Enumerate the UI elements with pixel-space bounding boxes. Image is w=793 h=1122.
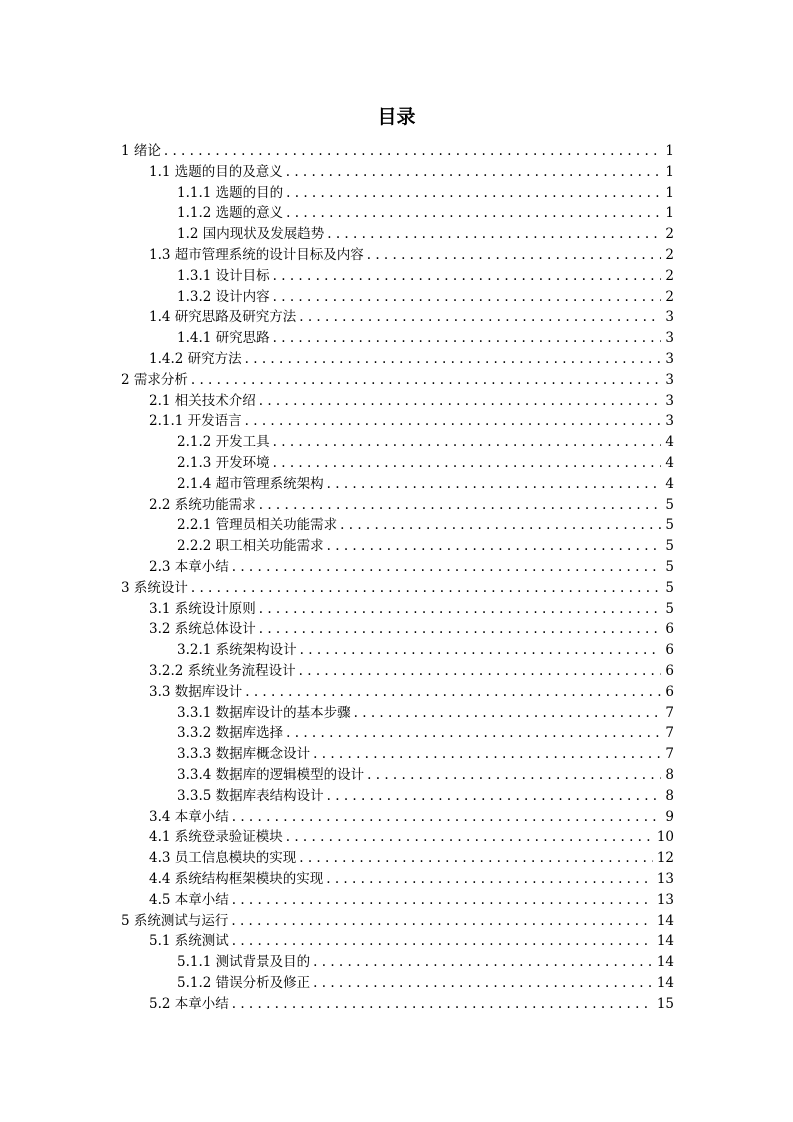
toc-entry-label: 3.2 系统总体设计 bbox=[149, 621, 256, 638]
toc-entry[interactable] bbox=[149, 888, 674, 909]
toc-leader-dots bbox=[327, 476, 662, 492]
toc-leader-dots bbox=[245, 684, 661, 700]
toc-entry-label: 1.2 国内现状及发展趋势 bbox=[177, 226, 325, 243]
toc-leader-dots bbox=[232, 933, 653, 949]
toc-entry[interactable] bbox=[149, 243, 674, 264]
toc-entry-page: 8 bbox=[665, 767, 674, 783]
toc-entry-page: 14 bbox=[656, 954, 674, 971]
toc-entry-label: 2.1.3 开发环境 bbox=[177, 455, 270, 471]
toc-leader-dots bbox=[232, 809, 662, 825]
toc-leader-dots bbox=[164, 143, 662, 159]
toc-entry-page: 1 bbox=[665, 205, 674, 222]
toc-entry-page: 2 bbox=[665, 267, 674, 284]
toc-entry-label: 1.3.1 设计目标 bbox=[177, 267, 270, 284]
toc-entry-page: 3 bbox=[665, 309, 674, 326]
toc-leader-dots bbox=[313, 954, 653, 970]
toc-leader-dots bbox=[286, 725, 661, 741]
toc-entry[interactable] bbox=[177, 763, 674, 784]
toc-leader-dots bbox=[354, 705, 662, 721]
toc-entry-label: 5 系统测试与运行 bbox=[121, 912, 229, 929]
toc-leader-dots bbox=[232, 892, 653, 908]
toc-entry-page: 10 bbox=[656, 829, 674, 846]
toc-entry-page: 14 bbox=[656, 912, 674, 929]
toc-entry[interactable] bbox=[177, 181, 674, 202]
toc-leader-dots bbox=[367, 247, 662, 263]
toc-entry-page: 6 bbox=[665, 663, 674, 679]
toc-entry-page: 3 bbox=[665, 371, 674, 388]
toc-leader-dots bbox=[259, 601, 662, 617]
toc-entry[interactable] bbox=[177, 264, 674, 285]
toc-leader-dots bbox=[327, 788, 662, 804]
toc-leader-dots bbox=[286, 164, 662, 180]
toc-entry[interactable] bbox=[121, 576, 674, 597]
toc-entry[interactable] bbox=[149, 305, 674, 326]
toc-entry-label: 3.1 系统设计原则 bbox=[149, 600, 256, 617]
toc-leader-dots bbox=[232, 996, 653, 1012]
toc-entry-label: 4.5 本章小结 bbox=[149, 891, 229, 908]
toc-entry-page: 6 bbox=[665, 683, 674, 700]
toc-entry-label: 1 绪论 bbox=[121, 143, 161, 159]
toc-entry-page: 3 bbox=[665, 392, 674, 409]
toc-leader-dots bbox=[299, 309, 661, 325]
toc-entry-label: 1.3.2 设计内容 bbox=[177, 288, 270, 305]
toc-leader-dots bbox=[259, 393, 662, 409]
toc-entry-label: 5.1.1 测试背景及目的 bbox=[177, 954, 311, 971]
toc-entry-label: 5.2 本章小结 bbox=[149, 995, 229, 1012]
toc-entry-page: 8 bbox=[665, 787, 674, 804]
toc-entry[interactable] bbox=[177, 721, 674, 742]
toc-entry-label: 4.3 员工信息模块的实现 bbox=[149, 850, 297, 867]
toc-entry-page: 5 bbox=[665, 538, 674, 555]
toc-entry-page: 7 bbox=[665, 725, 674, 742]
toc-entry[interactable] bbox=[177, 201, 674, 222]
toc-entry[interactable] bbox=[177, 701, 674, 722]
toc-entry-label: 3.3.5 数据库表结构设计 bbox=[177, 787, 324, 804]
toc-entry-label: 3.2.2 系统业务流程设计 bbox=[149, 663, 296, 679]
toc-entry[interactable] bbox=[149, 846, 674, 867]
toc-entry-page: 2 bbox=[665, 288, 674, 305]
toc-entry[interactable] bbox=[177, 534, 674, 555]
toc-entry-label: 3.2.1 系统架构设计 bbox=[177, 642, 297, 659]
toc-entry-label: 1.1.1 选题的目的 bbox=[177, 184, 284, 201]
toc-leader-dots bbox=[259, 497, 662, 513]
toc-entry[interactable] bbox=[149, 617, 674, 638]
toc-leader-dots bbox=[273, 434, 662, 450]
toc-entry[interactable] bbox=[177, 513, 674, 534]
toc-entry[interactable] bbox=[177, 285, 674, 306]
toc-leader-dots bbox=[273, 268, 662, 284]
toc-entry-label: 3.3.1 数据库设计的基本步骤 bbox=[177, 704, 351, 721]
toc-entry-page: 4 bbox=[665, 475, 674, 492]
toc-entry-page: 15 bbox=[656, 995, 674, 1012]
toc-leader-dots bbox=[326, 871, 653, 887]
toc-entry-page: 14 bbox=[656, 933, 674, 950]
toc-leader-dots bbox=[286, 829, 653, 845]
toc-entry-label: 2.2.1 管理员相关功能需求 bbox=[177, 517, 338, 534]
toc-entry-label: 2.1.2 开发工具 bbox=[177, 434, 270, 451]
toc-entry-label: 2.1.4 超市管理系统架构 bbox=[177, 475, 324, 492]
toc-leader-dots bbox=[367, 767, 661, 783]
toc-leader-dots bbox=[245, 351, 662, 367]
toc-entry-page: 7 bbox=[665, 704, 674, 721]
toc-entry-label: 3.4 本章小结 bbox=[149, 808, 229, 825]
toc-entry[interactable] bbox=[177, 472, 674, 493]
toc-entry[interactable] bbox=[177, 742, 674, 763]
toc-leader-dots bbox=[259, 621, 662, 637]
toc-entry-label: 4.4 系统结构框架模块的实现 bbox=[149, 871, 324, 887]
toc-leader-dots bbox=[300, 642, 662, 658]
toc-entry-page: 1 bbox=[665, 143, 674, 159]
toc-leader-dots bbox=[299, 850, 653, 866]
toc-entry-label: 3.3.4 数据库的逻辑模型的设计 bbox=[177, 767, 365, 783]
toc-leader-dots bbox=[273, 330, 662, 346]
toc-entry-page: 2 bbox=[665, 226, 674, 243]
toc-entry-label: 1.3 超市管理系统的设计目标及内容 bbox=[149, 247, 364, 263]
toc-entry-label: 1.4.2 研究方法 bbox=[149, 351, 242, 367]
toc-entry[interactable] bbox=[177, 971, 674, 992]
toc-entry[interactable] bbox=[149, 659, 674, 680]
toc-entry[interactable] bbox=[149, 389, 674, 410]
toc-leader-dots bbox=[232, 559, 662, 575]
toc-entry-page: 9 bbox=[665, 808, 674, 825]
toc-entry-page: 5 bbox=[665, 517, 674, 534]
toc-entry-page: 13 bbox=[656, 871, 674, 887]
toc-leader-dots bbox=[231, 913, 652, 929]
toc-leader-dots bbox=[273, 455, 662, 471]
toc-entry[interactable] bbox=[149, 929, 674, 950]
toc-entry[interactable] bbox=[121, 368, 674, 389]
toc-entry-label: 1.4.1 研究思路 bbox=[177, 330, 270, 347]
toc-entry-page: 5 bbox=[665, 579, 674, 596]
toc-entry-page: 5 bbox=[665, 559, 674, 575]
toc-leader-dots bbox=[273, 289, 662, 305]
toc-entry[interactable] bbox=[177, 430, 674, 451]
toc-entry-label: 2.1.1 开发语言 bbox=[149, 413, 242, 430]
toc-entry[interactable] bbox=[149, 555, 674, 576]
toc-entry-page: 4 bbox=[665, 434, 674, 451]
toc-entry-page: 7 bbox=[665, 746, 674, 763]
toc-entry-label: 2.2.2 职工相关功能需求 bbox=[177, 538, 324, 555]
toc-leader-dots bbox=[245, 413, 662, 429]
toc-leader-dots bbox=[340, 517, 661, 533]
toc-entry[interactable] bbox=[149, 825, 674, 846]
toc-entry-page: 2 bbox=[665, 247, 674, 263]
toc-entry-page: 12 bbox=[656, 850, 674, 867]
toc-entry-page: 1 bbox=[665, 163, 674, 180]
toc-leader-dots bbox=[191, 580, 662, 596]
toc-entry-page: 13 bbox=[656, 891, 674, 908]
toc-leader-dots bbox=[286, 205, 661, 221]
toc-entry-label: 3.3 数据库设计 bbox=[149, 683, 243, 700]
toc-entry-label: 5.1 系统测试 bbox=[149, 933, 229, 950]
toc-entry-label: 2.2 系统功能需求 bbox=[149, 496, 256, 513]
toc-entry-page: 14 bbox=[656, 975, 674, 991]
toc-entry[interactable] bbox=[149, 160, 674, 181]
toc-entry-page: 5 bbox=[665, 496, 674, 513]
toc-entry-label: 1.4 研究思路及研究方法 bbox=[149, 309, 297, 326]
toc-entry[interactable] bbox=[177, 638, 674, 659]
toc-leader-dots bbox=[286, 185, 661, 201]
toc-entry[interactable] bbox=[149, 347, 674, 368]
toc-entry-page: 3 bbox=[665, 330, 674, 347]
toc-leader-dots bbox=[191, 372, 662, 388]
toc-title: 目录 bbox=[377, 106, 416, 128]
toc-entry-page: 3 bbox=[665, 351, 674, 367]
toc-entry[interactable] bbox=[149, 409, 674, 430]
toc-entry[interactable] bbox=[177, 950, 674, 971]
toc-entry-page: 4 bbox=[665, 455, 674, 471]
toc-leader-dots bbox=[313, 975, 653, 991]
toc-entry-label: 3.3.2 数据库选择 bbox=[177, 725, 284, 742]
toc-entry[interactable] bbox=[149, 867, 674, 888]
toc-entry[interactable] bbox=[177, 222, 674, 243]
toc-entry-page: 5 bbox=[665, 600, 674, 617]
toc-leader-dots bbox=[327, 226, 661, 242]
toc-entry[interactable] bbox=[149, 680, 674, 701]
toc-entry-page: 1 bbox=[665, 184, 674, 201]
toc-entry-label: 3.3.3 数据库概念设计 bbox=[177, 746, 311, 763]
toc-leader-dots bbox=[327, 538, 662, 554]
toc-leader-dots bbox=[299, 663, 662, 679]
toc-entry-label: 1.1.2 选题的意义 bbox=[177, 205, 284, 222]
toc-entry-label: 3 系统设计 bbox=[121, 579, 188, 596]
toc-entry[interactable] bbox=[177, 784, 674, 805]
toc-entry[interactable] bbox=[121, 909, 674, 930]
toc-entry-label: 4.1 系统登录验证模块 bbox=[149, 829, 283, 846]
toc-entry[interactable] bbox=[149, 992, 674, 1013]
toc-entry[interactable] bbox=[177, 451, 674, 472]
toc-entry[interactable] bbox=[149, 493, 674, 514]
toc-entry-page: 6 bbox=[665, 642, 674, 659]
toc-entry-page: 3 bbox=[665, 413, 674, 430]
toc-entry-label: 2 需求分析 bbox=[121, 371, 188, 388]
toc-entry-label: 1.1 选题的目的及意义 bbox=[149, 163, 283, 180]
toc-entry-page: 6 bbox=[665, 621, 674, 638]
toc-entry-label: 2.1 相关技术介绍 bbox=[149, 392, 256, 409]
toc-entry-label: 5.1.2 错误分析及修正 bbox=[177, 975, 311, 991]
toc-leader-dots bbox=[313, 746, 661, 762]
toc-entry[interactable] bbox=[177, 326, 674, 347]
toc-entry-label: 2.3 本章小结 bbox=[149, 559, 229, 575]
toc-entry[interactable] bbox=[149, 805, 674, 826]
toc-entry[interactable] bbox=[149, 597, 674, 618]
toc-entry[interactable] bbox=[121, 139, 674, 160]
